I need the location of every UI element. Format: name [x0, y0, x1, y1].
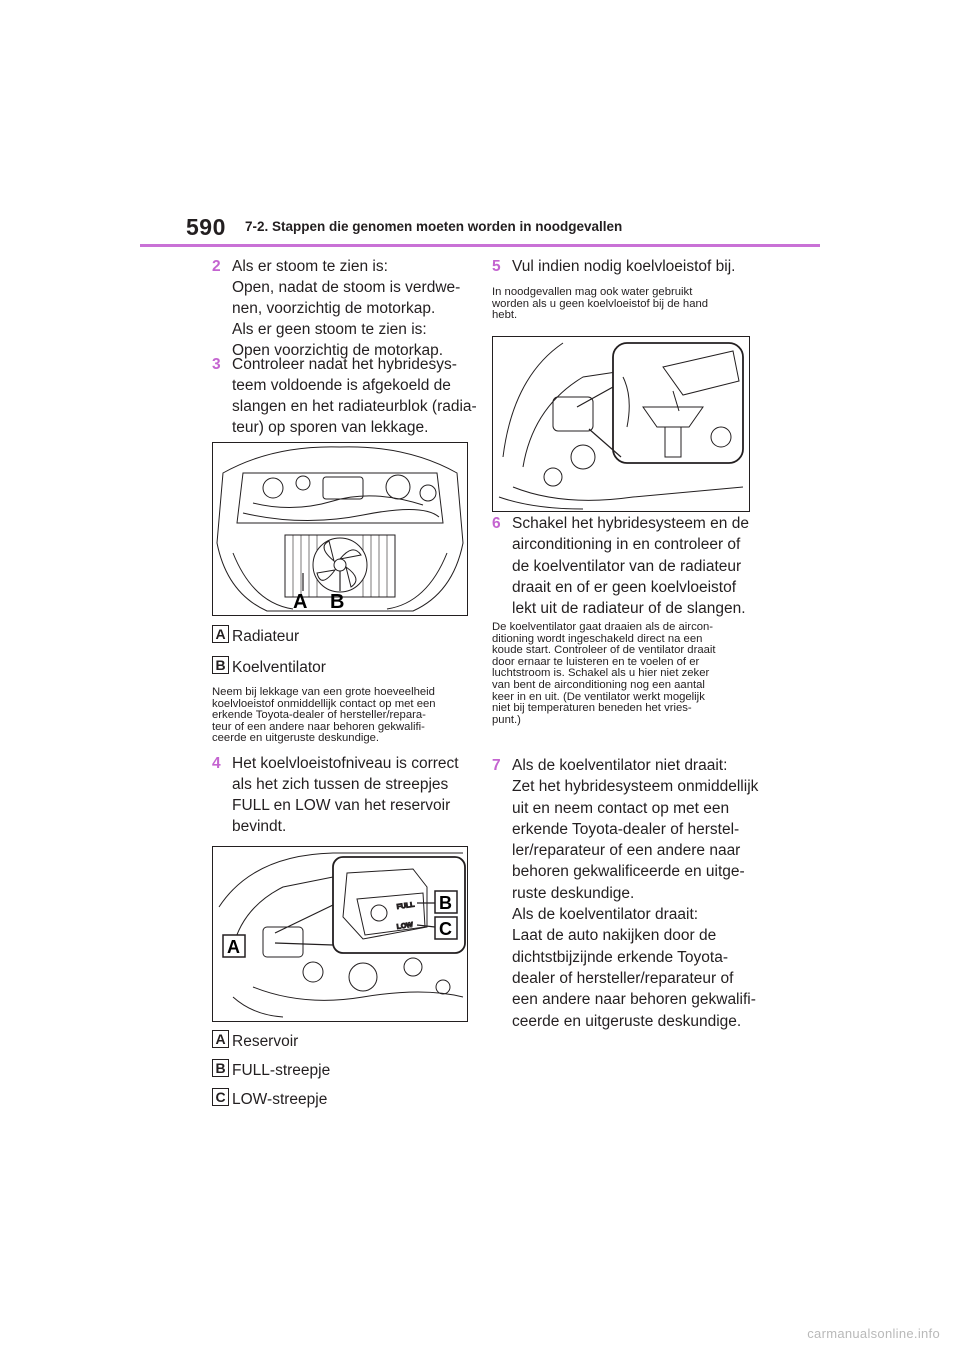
step-text-line: bevindt. [232, 818, 287, 835]
note-water [492, 287, 708, 322]
note-line: teur of een andere naar behoren gekwalifi- [212, 720, 425, 733]
step-text-line: Als de koelventilator niet draait: [512, 757, 728, 774]
note-line: door ernaar te luisteren en te voelen of er [492, 655, 700, 668]
callout-b: B [439, 893, 452, 913]
step-5 [492, 256, 735, 277]
note-line: van bent de airconditioning nog een aantal [492, 678, 705, 691]
legend-label-koelventilator: Koelventilator [232, 659, 326, 676]
legend-label-low: LOW-streepje [232, 1091, 328, 1108]
step-number: 3 [212, 356, 221, 373]
step-text-line: Controleer nadat het hybridesys- [232, 356, 457, 373]
step-text-line: Als er stoom te zien is: [232, 258, 388, 275]
step-text-line: teem voldoende is afgekoeld de [232, 377, 451, 394]
legend-badge-a: A [212, 625, 229, 643]
step-text-line: erkende Toyota-dealer of herstel- [512, 820, 740, 838]
step-text-line: Als de koelventilator draait: [512, 906, 699, 924]
legend-figure-2 [212, 1030, 462, 1110]
note-line: Neem bij lekkage van een grote hoeveelheid [212, 686, 435, 698]
step-text-line: draait en of er geen koelvloeistof [512, 578, 737, 596]
callout-a: A [227, 937, 240, 957]
note-line: hebt. [492, 309, 518, 322]
step-7 [492, 755, 758, 1032]
legend-badge-a: A [212, 1030, 229, 1048]
note-line: luchtstroom is. Schakel als u hier niet zeker [492, 667, 710, 680]
step-text-line: slangen en het radiateurblok (radia- [232, 398, 477, 415]
legend-badge-b: B [212, 656, 229, 674]
step-4 [212, 753, 459, 837]
tank-full-marking: FULL [396, 901, 415, 911]
note-line: keer in en uit. (De ventilator werkt mogelijk [492, 690, 705, 703]
step-text-line: lekt uit de radiateur of de slangen. [512, 600, 746, 618]
figure-radiator-fan [212, 442, 468, 616]
step-text-line: dealer of hersteller/reparateur of [512, 969, 734, 987]
step-text-line: Laat de auto nakijken door de [512, 927, 717, 945]
section-title: 7-2. Stappen die genomen moeten worden in noodgevallen [245, 219, 623, 234]
note-line: punt.) [492, 713, 521, 726]
watermark: carmanualsonline.info [807, 1326, 940, 1341]
reservoir-illustration [213, 847, 467, 1021]
note-fan-check [492, 622, 716, 726]
callout-a: A [293, 591, 308, 613]
legend-badge-c: C [212, 1088, 229, 1106]
legend-badge-b: B [212, 1059, 229, 1077]
note-line: ditioning wordt ingeschakeld direct na een [492, 632, 703, 645]
step-text-line: ceerde en uitgeruste deskundige. [512, 1012, 742, 1030]
step-text-line: airconditioning in en controleer of [512, 536, 741, 554]
legend-label-full: FULL-streepje [232, 1062, 331, 1079]
legend-figure-1 [212, 625, 462, 675]
step-number: 6 [492, 515, 501, 532]
step-6 [492, 513, 749, 619]
figure-reservoir [212, 846, 468, 1022]
step-2 [212, 256, 460, 361]
step-text-line: dichtstbijzijnde erkende Toyota- [512, 948, 728, 966]
step-text-line: behoren gekwalificeerde en uitge- [512, 863, 745, 881]
step-text-line: als het zich tussen de streepjes [232, 776, 449, 793]
step-text-line: Vul indien nodig koelvloeistof bij. [512, 258, 736, 275]
step-text-line: Schakel het hybridesysteem en de [512, 515, 749, 532]
step-text-line: een andere naar behoren gekwalifi- [512, 991, 756, 1009]
header-rule [140, 244, 820, 247]
step-number: 7 [492, 757, 501, 774]
legend-label-reservoir: Reservoir [232, 1033, 299, 1050]
step-text-line: ler/reparateur of een andere naar [512, 842, 741, 860]
step-text-line: Het koelvloeistofniveau is correct [232, 755, 459, 772]
note-line: koelvloeistof onmiddellijk contact op met een [212, 697, 436, 710]
step-text-line: uit en neem contact op met een [512, 799, 730, 817]
page-number: 590 [186, 214, 226, 240]
note-line: ceerde en uitgeruste deskundige. [212, 732, 380, 745]
step-number: 4 [212, 755, 221, 772]
note-line: In noodgevallen mag ook water gebruikt [492, 286, 693, 298]
step-text-line: ruste deskundige. [512, 884, 635, 902]
step-text-line: Zet het hybridesysteem onmiddellijk [512, 778, 759, 796]
note-line: worden als u geen koelvloeistof bij de hand [492, 297, 709, 310]
step-text-line: Open, nadat de stoom is verdwe- [232, 279, 461, 296]
tank-low-marking: LOW [396, 921, 414, 931]
step-3 [212, 354, 477, 438]
step-text-line: Als er geen stoom te zien is: [232, 321, 427, 338]
note-line: niet bij temperaturen beneden het vries- [492, 702, 692, 715]
note-line: erkende Toyota-dealer of hersteller/repara- [212, 709, 426, 722]
step-number: 2 [212, 258, 221, 275]
step-text-line: nen, voorzichtig de motorkap. [232, 300, 436, 317]
step-text-line: teur) op sporen van lekkage. [232, 419, 429, 436]
legend-label-radiateur: Radiateur [232, 628, 300, 645]
callout-c: C [439, 919, 452, 939]
engine-bay-illustration [213, 443, 467, 615]
note-line: koude start. Controleer of de ventilator draait [492, 644, 716, 657]
step-number: 5 [492, 258, 501, 275]
step-text-line: de koelventilator van de radiateur [512, 557, 742, 575]
callout-b: B [330, 591, 345, 613]
figure-refill-coolant [492, 336, 750, 512]
step-text-line: Open voorzichtig de motorkap. [232, 342, 444, 359]
note-line: De koelventilator gaat draaien als de aircon- [492, 621, 714, 633]
note-leakage [212, 687, 436, 745]
step-text-line: FULL en LOW van het reservoir [232, 797, 451, 814]
refill-illustration [493, 337, 749, 511]
